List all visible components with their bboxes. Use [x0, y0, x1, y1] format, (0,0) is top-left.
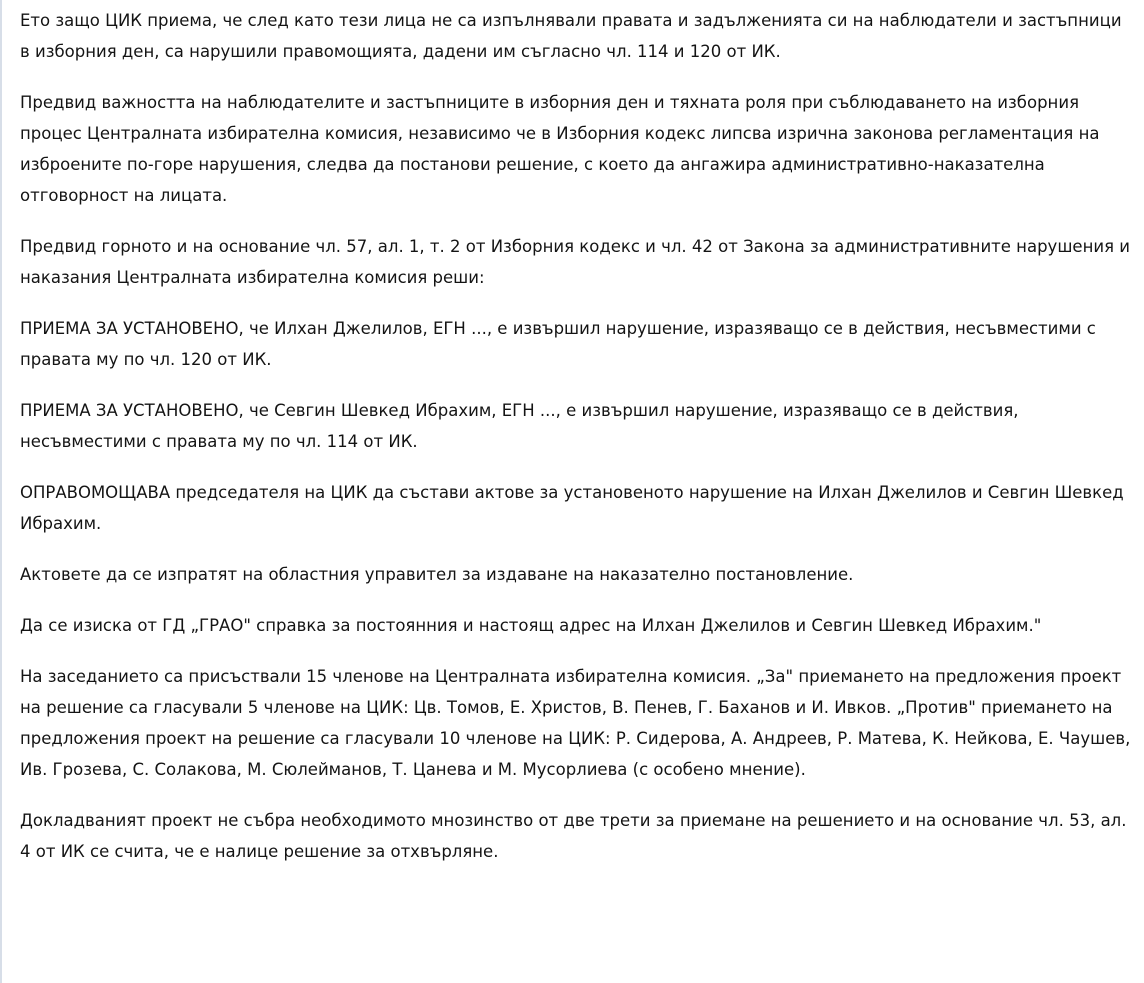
paragraph-violation-2: ПРИЕМА ЗА УСТАНОВЕНО, че Севгин Шевкед Ибрахим, ЕГН ..., е извършил нарушение, изразяващо се в действия, несъвместими с правата му по чл. 114 от ИК.: [20, 401, 1019, 451]
paragraph-importance: Предвид важността на наблюдателите и застъпниците в изборния ден и тяхната роля при съблюдаването на изборния процес Централната избирателна комисия, независимо че в Изборния кодекс липсва изрична законова регламентация на изброените по-горе нарушения, следва да постанови решение, с което да ангажира административно-наказателна отговорност на лицата.: [20, 93, 1100, 205]
paragraph-reasoning: Ето защо ЦИК приема, че след като тези лица не са изпълнявали правата и задълженията си на наблюдатели и застъпници в изборния ден, са нарушили правомощията, дадени им съгласно чл. 114 и 120 от ИК.: [20, 11, 1122, 61]
paragraph-acts: Актовете да се изпратят на областния управител за издаване на наказателно постановление.: [20, 565, 854, 584]
paragraph-grao-request: Да се изиска от ГД „ГРАО" справка за постоянния и настоящ адрес на Илхан Джелилов и Севгин Шевкед Ибрахим.": [20, 616, 1042, 635]
paragraph-conclusion: Докладваният проект не събра необходимото мнозинство от две трети за приемане на решението и на основание чл. 53, ал. 4 от ИК се счита, че е налице решение за отхвърляне.: [20, 811, 1127, 861]
paragraph-vote: На заседанието са присъствали 15 членове на Централната избирателна комисия. „За" приемането на предложения проект на решение са гласували 5 членове на ЦИК: Цв. Томов, Е. Христов, В. Пенев, Г. Баханов и И. Ивков. „Против" приемането на предложения проект на решение са гласували 10 членове на ЦИК: Р. Сидерова, А. Андреев, Р. Матева, К. Нейкова, Е. Чаушев, Ив. Грозева, С. Солакова, М. Сюлейманов, Т. Цанева и М. Мусорлиева (с особено мнение).: [20, 667, 1131, 779]
paragraph-authorization: ОПРАВОМОЩАВА председателя на ЦИК да състави актове за установеното нарушение на Илхан Джелилов и Севгин Шевкед Ибрахим.: [20, 483, 1124, 533]
paragraph-legal-basis: Предвид горното и на основание чл. 57, ал. 1, т. 2 от Изборния кодекс и чл. 42 от Закона за административните нарушения и наказания Централната избирателна комисия реши:: [20, 237, 1130, 287]
paragraph-violation-1: ПРИЕМА ЗА УСТАНОВЕНО, че Илхан Джелилов, ЕГН ..., е извършил нарушение, изразяващо се в действия, несъвместими с правата му по чл. 120 от ИК.: [20, 319, 1096, 369]
